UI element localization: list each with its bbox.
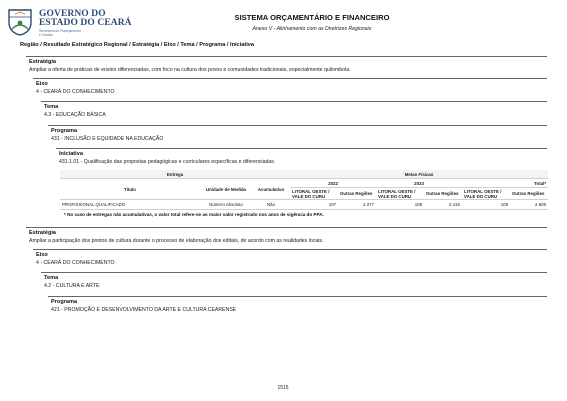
state-emblem-icon [6, 8, 34, 36]
eixo-label: Eixo [36, 81, 48, 87]
cell-unidade: Número Absoluto [200, 200, 252, 210]
table-row [60, 200, 548, 210]
col-header-titulo: Título [60, 179, 200, 200]
cell-2023-region: 108 [376, 200, 424, 210]
cell-titulo: PROFISSIONAL QUALIFICADO [60, 200, 200, 210]
section-divider [48, 296, 547, 297]
estrategia-text: Ampliar a participação dos pontos de cultura durante o processo de elaboração dos editais, de acordo com as realidades locais. [29, 238, 324, 244]
section-divider [41, 101, 547, 102]
subheader-region: LITORAL OESTE / VALE DO CURU [462, 188, 510, 200]
programa-text: 431 - INCLUSÃO E EQUIDADE NA EDUCAÇÃO [51, 136, 164, 142]
section-divider [33, 78, 547, 79]
logo-title-line2: ESTADO DO CEARÁ [39, 18, 132, 28]
tema-text: 4.3 - EDUCAÇÃO BÁSICA [44, 112, 106, 118]
section-divider [41, 272, 547, 273]
logo-subtitle-line2: e Gestão [39, 33, 53, 37]
subheader-outras: Outras Regiões [338, 188, 376, 200]
deliverables-table [60, 170, 548, 210]
tema-label: Tema [44, 275, 59, 281]
estrategia-label: Estratégia [29, 230, 57, 236]
col-header-unidade: Unidade de Medida [200, 179, 252, 200]
cell-2023-outras: 2.416 [424, 200, 462, 210]
logo-title-line1: GOVERNO DO [39, 9, 106, 19]
section-divider [48, 125, 547, 126]
year-header-2022: 2022 [290, 179, 376, 188]
year-header-2023: 2023 [376, 179, 462, 188]
entrega-group-header: Entrega [60, 170, 290, 179]
estrategia-text: Ampliar a oferta de práticas de ensino diferenciadas, com foco na cultura dos povos e comunidades tradicionais, especialmente quilombola. [29, 67, 351, 73]
cell-acumulativo: Não [252, 200, 290, 210]
eixo-text: 4 - CEARÁ DO CONHECIMENTO [36, 260, 115, 266]
section-divider [33, 249, 547, 250]
system-title: SISTEMA ORÇAMENTÁRIO E FINANCEIRO [234, 13, 390, 22]
programa-text: 421 - PROMOÇÃO E DESENVOLVIMENTO DA ARTE E CULTURA CEARENSE [51, 307, 237, 313]
tema-label: Tema [44, 104, 59, 110]
section-divider [56, 148, 547, 149]
eixo-label: Eixo [36, 252, 48, 258]
iniciativa-text: 431.1.01 - Qualificação das propostas pedagógicas e curriculares específicas e diferenciadas. [59, 159, 276, 165]
eixo-text: 4 - CEARÁ DO CONHECIMENTO [36, 89, 115, 95]
cell-total-region: 108 [462, 200, 510, 210]
tema-text: 4.2 - CULTURA E ARTE [44, 283, 100, 289]
annex-subtitle: Anexo V - Alinhamento com as Diretrizes Regionais [252, 26, 372, 32]
government-logo [6, 8, 132, 38]
section-divider [26, 227, 547, 228]
col-header-acumulativo: Acumulativo [252, 179, 290, 200]
cell-total-outras: 2.506 [510, 200, 548, 210]
table-footnote: * No caso de entregas não acumulativas, o valor total refere-se ao maior valor registrado nos anos de vigência do PPA. [64, 212, 324, 217]
cell-2022-outras: 2.377 [338, 200, 376, 210]
year-header-total: Total* [462, 179, 548, 188]
estrategia-label: Estratégia [29, 59, 57, 65]
subheader-outras: Outras Regiões [510, 188, 548, 200]
page-number: 1515 [277, 385, 289, 391]
cell-2022-region: 107 [290, 200, 338, 210]
programa-label: Programa [51, 128, 78, 134]
metas-group-header: Metas Físicas [290, 170, 548, 179]
subheader-region: LITORAL OESTE / VALE DO CURU [290, 188, 338, 200]
subheader-outras: Outras Regiões [424, 188, 462, 200]
iniciativa-label: Iniciativa [59, 151, 83, 157]
breadcrumb: Região / Resultado Estratégico Regional / Estratégia / Eixo / Tema / Programa / Iniciativa [20, 42, 254, 48]
subheader-region: LITORAL OESTE / VALE DO CURU [376, 188, 424, 200]
section-divider [26, 56, 547, 57]
page-header [0, 0, 567, 40]
programa-label: Programa [51, 299, 78, 305]
logo-subtitle-line1: Secretaria do Planejamento [39, 29, 81, 33]
